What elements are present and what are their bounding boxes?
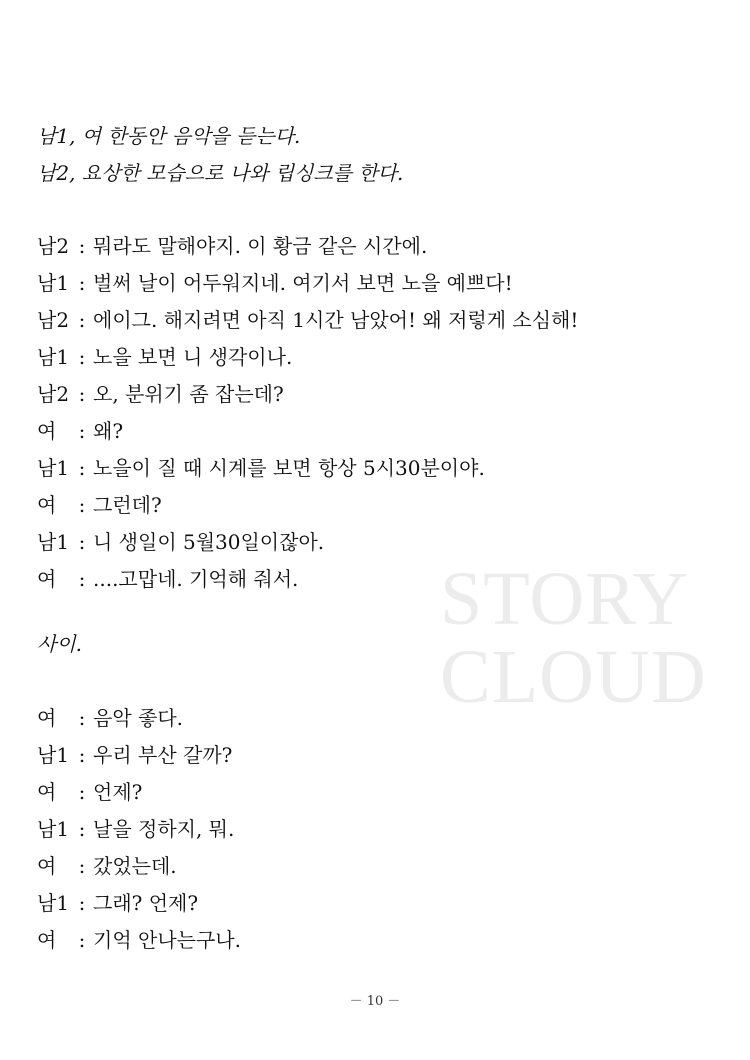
speaker-name: 남1 xyxy=(37,456,70,480)
dialogue-text: 그런데? xyxy=(93,493,162,517)
dialogue-text: 벌써 날이 어두워지네. 여기서 보면 노을 예쁘다! xyxy=(93,271,513,295)
speaker-name: 여 xyxy=(37,780,57,804)
dialogue-line xyxy=(37,890,198,916)
speaker-colon: : xyxy=(78,271,86,295)
speaker-colon: : xyxy=(78,530,86,554)
dialogue-text: 우리 부산 갈까? xyxy=(93,743,233,767)
dialogue-line xyxy=(37,779,142,805)
dialogue-line xyxy=(37,418,123,444)
dialogue-text: ....고맙네. 기억해 줘서. xyxy=(93,567,299,591)
dialogue-line xyxy=(37,233,427,259)
dialogue-text: 갔었는데. xyxy=(93,854,177,878)
dialogue-text: 에이그. 해지려면 아직 1시간 남았어! 왜 저렇게 소심해! xyxy=(93,308,579,332)
dialogue-text: 기억 안나는구나. xyxy=(93,928,241,952)
page-number: － 10 － xyxy=(349,994,401,1009)
speaker-name: 남1 xyxy=(37,530,70,554)
speaker-name: 남1 xyxy=(37,271,70,295)
stage-direction: 남2, 요상한 모습으로 나와 립싱크를 한다. xyxy=(37,161,404,185)
dialogue-line xyxy=(37,381,284,407)
speaker-name: 남2 xyxy=(37,308,70,332)
dialogue-text: 노을 보면 니 생각이나. xyxy=(93,345,293,369)
dialogue-text: 그래? 언제? xyxy=(93,891,199,915)
speaker-colon: : xyxy=(78,382,86,406)
speaker-name: 남1 xyxy=(37,743,70,767)
dialogue-text: 음악 좋다. xyxy=(93,706,183,730)
dialogue-line xyxy=(37,566,298,592)
dialogue-text: 날을 정하지, 뭐. xyxy=(93,817,235,841)
speaker-colon: : xyxy=(78,345,86,369)
speaker-colon: : xyxy=(78,780,86,804)
dialogue-line xyxy=(37,816,234,842)
speaker-name: 여 xyxy=(37,419,57,443)
speaker-name: 여 xyxy=(37,854,57,878)
speaker-colon: : xyxy=(78,493,86,517)
dialogue-line xyxy=(37,270,513,296)
speaker-name: 남2 xyxy=(37,382,70,406)
watermark xyxy=(440,557,730,719)
dialogue-text: 뭐라도 말해야지. 이 황금 같은 시간에. xyxy=(93,234,428,258)
speaker-colon: : xyxy=(78,419,86,443)
dialogue-line xyxy=(37,927,241,953)
dialogue-text: 언제? xyxy=(93,780,143,804)
dialogue-line xyxy=(37,307,578,333)
watermark-line-1: STORY xyxy=(440,557,689,641)
speaker-colon: : xyxy=(78,308,86,332)
dialogue-line xyxy=(37,529,324,555)
dialogue-line xyxy=(37,492,162,518)
dialogue-line xyxy=(37,344,292,370)
dialogue-line xyxy=(37,455,485,481)
speaker-colon: : xyxy=(78,817,86,841)
speaker-colon: : xyxy=(78,456,86,480)
speaker-colon: : xyxy=(78,854,86,878)
speaker-colon: : xyxy=(78,891,86,915)
speaker-name: 남1 xyxy=(37,891,70,915)
dialogue-text: 오, 분위기 좀 잡는데? xyxy=(93,382,284,406)
dialogue-line xyxy=(37,742,232,768)
speaker-name: 남1 xyxy=(37,817,70,841)
speaker-name: 여 xyxy=(37,567,57,591)
speaker-name: 남1 xyxy=(37,345,70,369)
speaker-name: 여 xyxy=(37,706,57,730)
stage-direction: 사이. xyxy=(37,632,82,656)
dialogue-text: 니 생일이 5월30일이잖아. xyxy=(93,530,325,554)
speaker-colon: : xyxy=(78,706,86,730)
dialogue-text: 노을이 질 때 시계를 보면 항상 5시30분이야. xyxy=(93,456,485,480)
dialogue-text: 왜? xyxy=(93,419,124,443)
speaker-name: 여 xyxy=(37,928,57,952)
speaker-name: 남2 xyxy=(37,234,70,258)
dialogue-line xyxy=(37,705,183,731)
speaker-colon: : xyxy=(78,234,86,258)
speaker-colon: : xyxy=(78,567,86,591)
dialogue-line xyxy=(37,853,177,879)
speaker-name: 여 xyxy=(37,493,57,517)
stage-direction: 남1, 여 한동안 음악을 듣는다. xyxy=(37,124,301,148)
watermark-line-2: CLOUD xyxy=(440,635,707,719)
speaker-colon: : xyxy=(78,928,86,952)
speaker-colon: : xyxy=(78,743,86,767)
